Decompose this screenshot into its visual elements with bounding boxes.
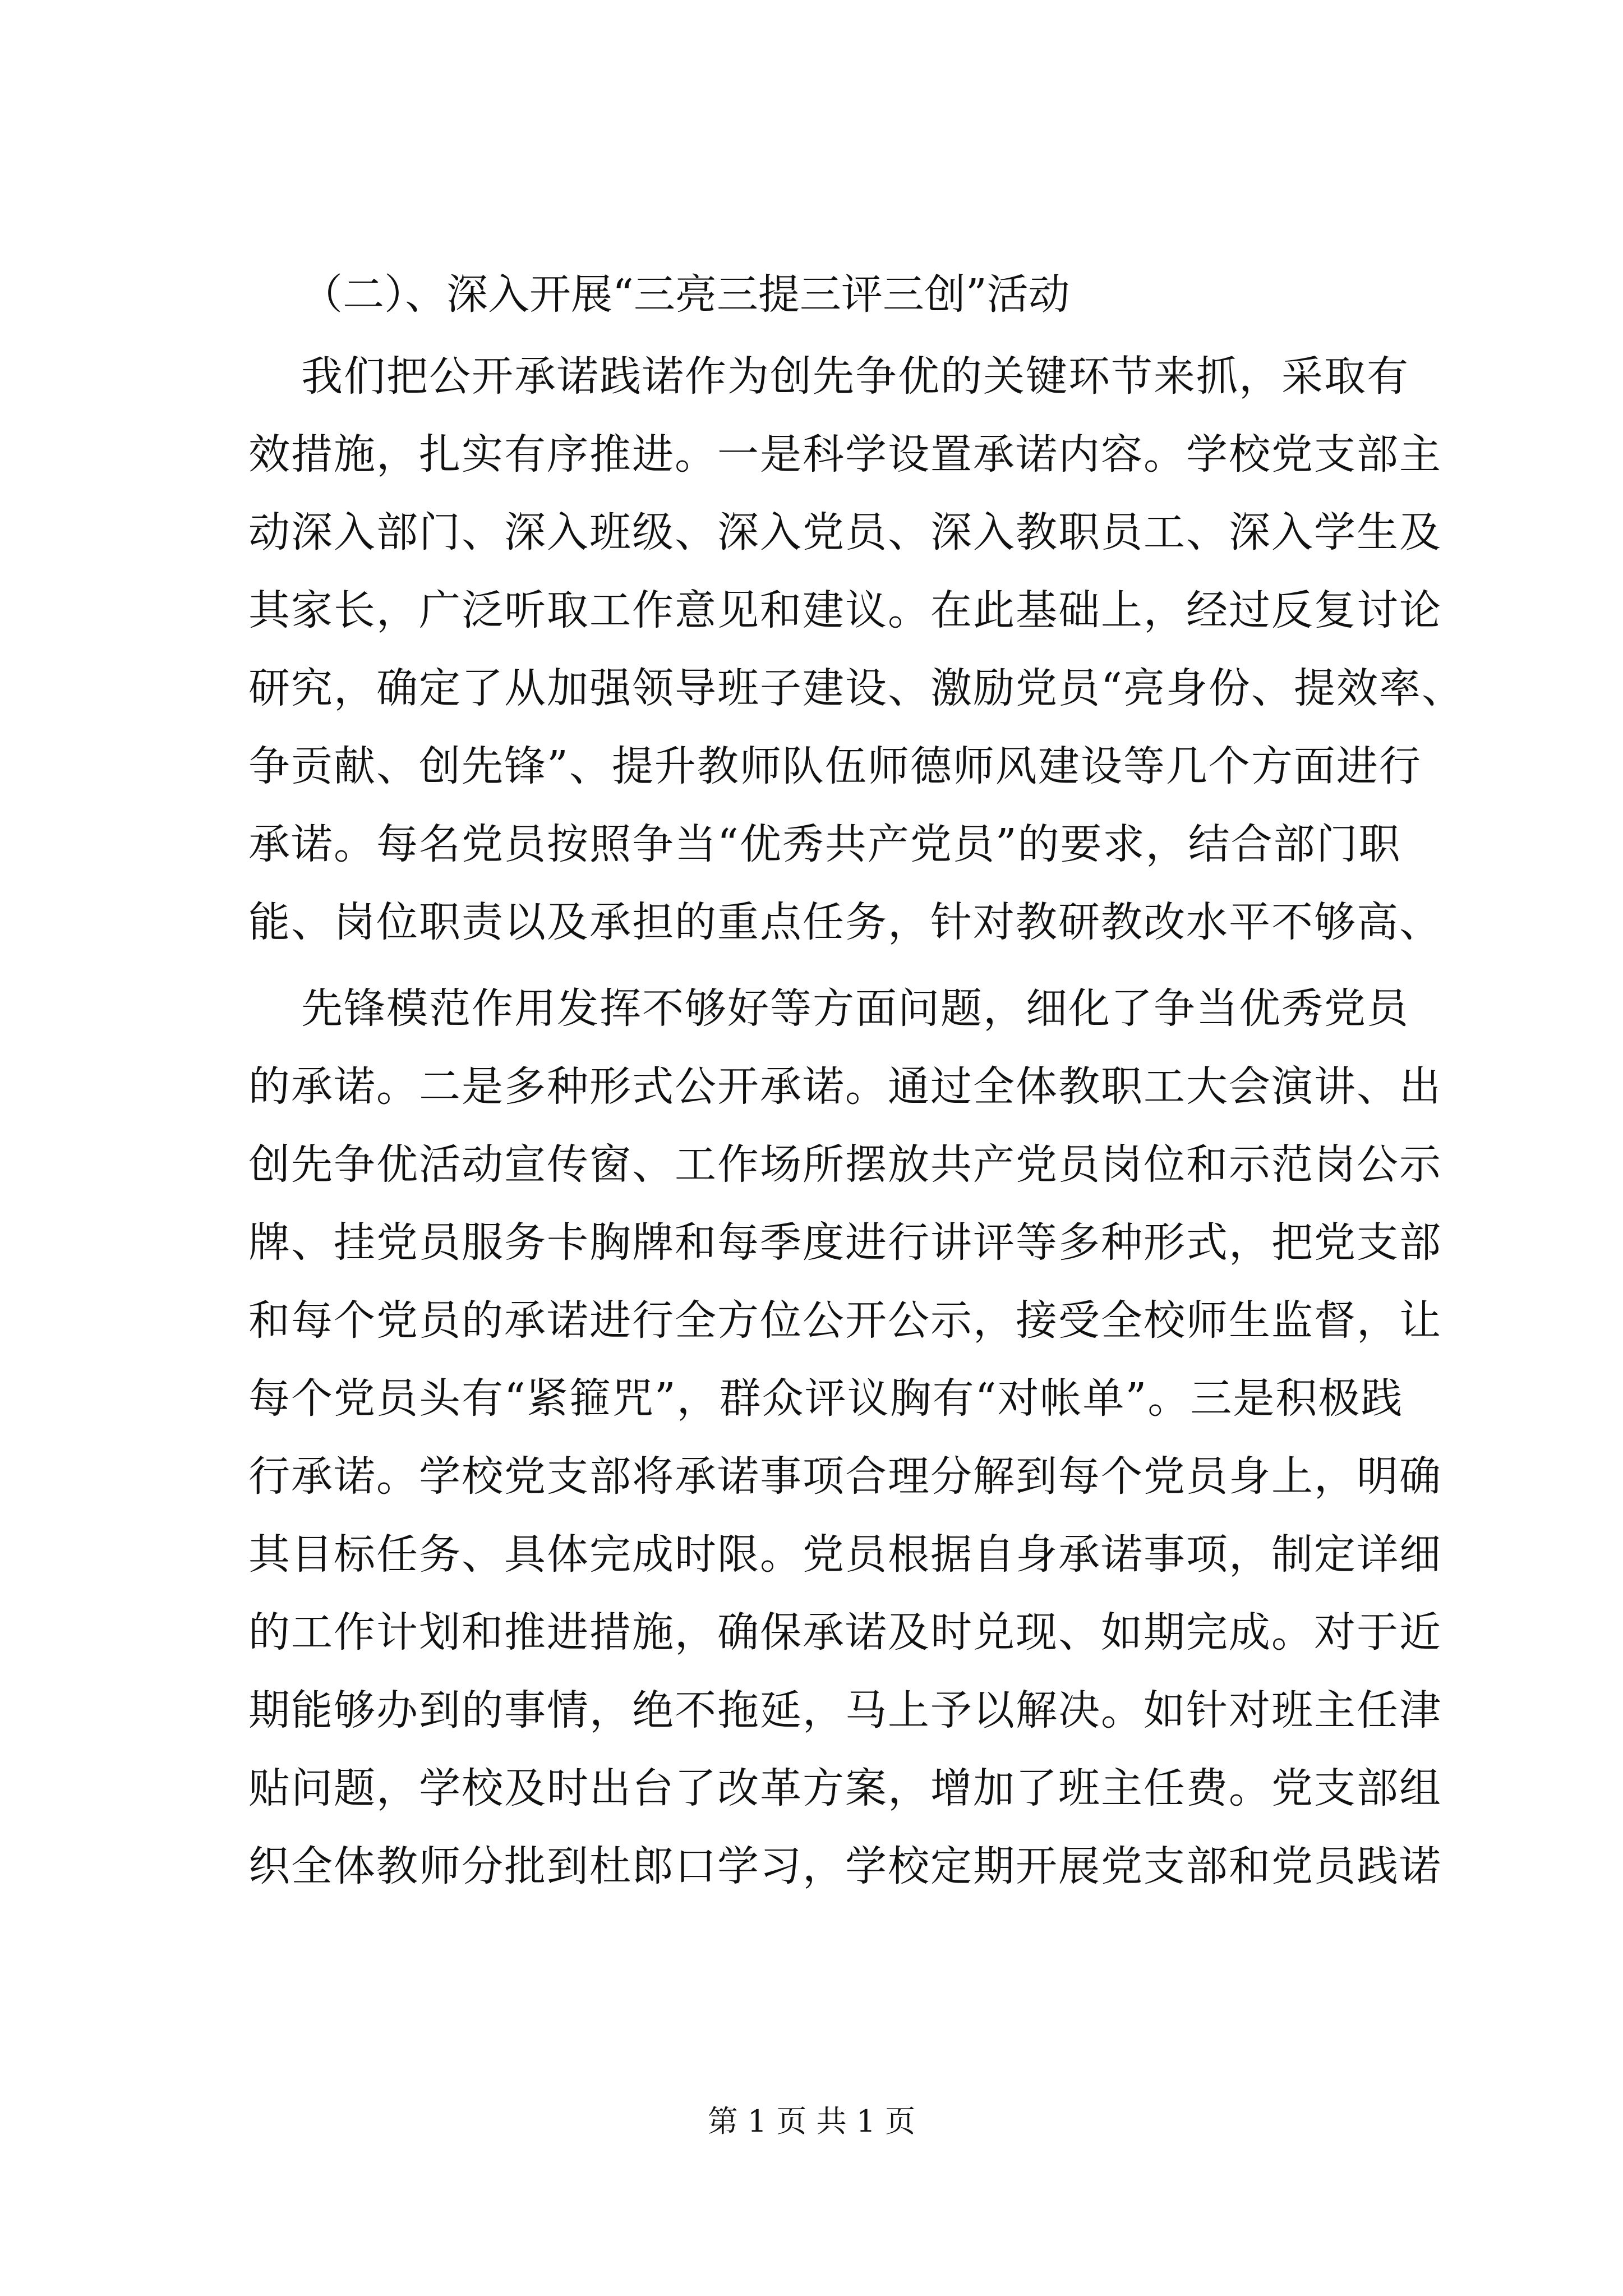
paragraph-line: 我们把公开承诺践诺作为创先争优的关键环节来抓，采取有	[301, 352, 1409, 401]
paragraph-line: 创先争优活动宣传窗、工作场所摆放共产党员岗位和示范岗公示	[248, 1140, 1442, 1189]
paragraph-line: 牌、挂党员服务卡胸牌和每季度进行讲评等多种形式，把党支部	[248, 1218, 1442, 1267]
paragraph-line: 先锋模范作用发挥不够好等方面问题，细化了争当优秀党员	[301, 984, 1409, 1033]
paragraph-line: 每个党员头有“紧箍咒”，群众评议胸有“对帐单”。三是积极践	[248, 1374, 1404, 1423]
paragraph-line: 能、岗位职责以及承担的重点任务，针对教研教改水平不够高、	[248, 898, 1442, 946]
paragraph-line: 争贡献、创先锋”、提升教师队伍师德师风建设等几个方面进行	[248, 742, 1422, 790]
paragraph-line: 动深入部门、深入班级、深入党员、深入教职员工、深入学生及	[248, 508, 1442, 556]
paragraph-line: 的工作计划和推进措施，确保承诺及时兑现、如期完成。对于近	[248, 1608, 1442, 1657]
paragraph-line: 研究，确定了从加强领导班子建设、激励党员“亮身份、提效率、	[248, 664, 1464, 712]
paragraph-line: 织全体教师分批到杜郎口学习，学校定期开展党支部和党员践诺	[248, 1842, 1442, 1890]
paragraph-line: 行承诺。学校党支部将承诺事项合理分解到每个党员身上，明确	[248, 1452, 1442, 1501]
paragraph-line: 其目标任务、具体完成时限。党员根据自身承诺事项，制定详细	[248, 1530, 1442, 1579]
section-heading: （二）、深入开展“三亮三提三评三创”活动	[301, 270, 1070, 319]
paragraph-line: 期能够办到的事情，绝不拖延，马上予以解决。如针对班主任津	[248, 1686, 1442, 1734]
paragraph-line: 效措施，扎实有序推进。一是科学设置承诺内容。学校党支部主	[248, 430, 1442, 478]
paragraph-line: 的承诺。二是多种形式公开承诺。通过全体教职工大会演讲、出	[248, 1062, 1442, 1111]
paragraph-line: 贴问题，学校及时出台了改革方案，增加了班主任费。党支部组	[248, 1764, 1442, 1812]
paragraph-line: 其家长，广泛听取工作意见和建议。在此基础上，经过反复讨论	[248, 586, 1442, 634]
paragraph-line: 和每个党员的承诺进行全方位公开公示，接受全校师生监督，让	[248, 1296, 1442, 1345]
paragraph-line: 承诺。每名党员按照争当“优秀共产党员”的要求，结合部门职	[248, 820, 1401, 868]
page-footer: 第 1 页 共 1 页	[707, 2104, 916, 2139]
